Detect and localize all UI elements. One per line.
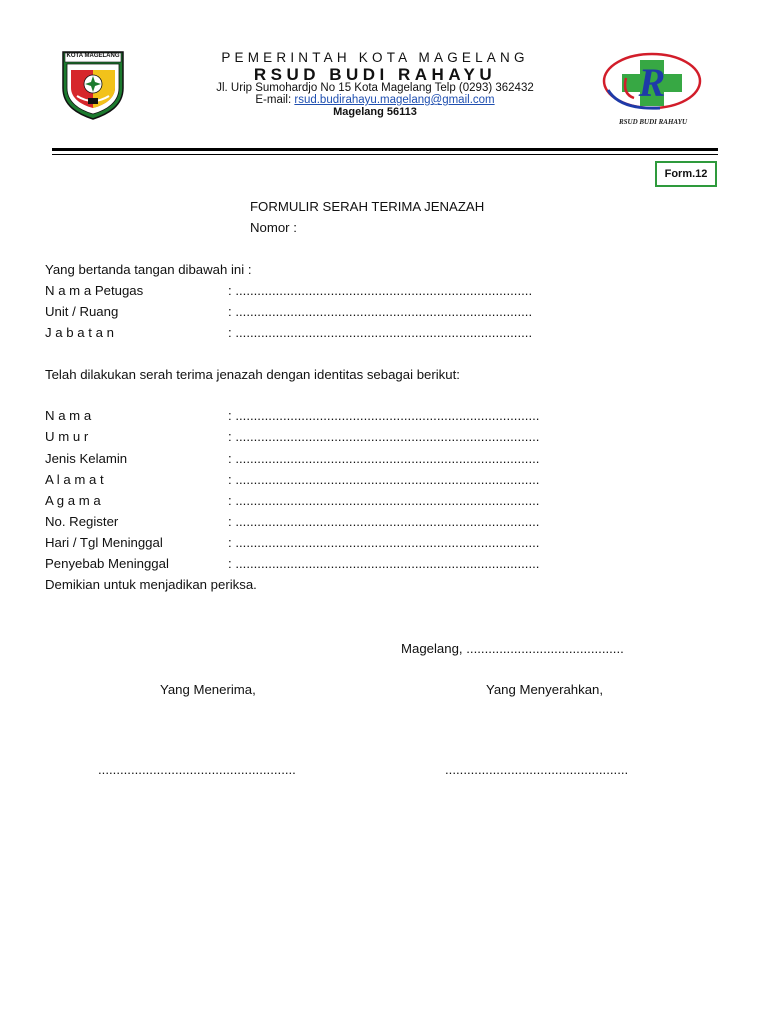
giver-signature-line: .................................................. [445,762,629,777]
header-rule-thick [52,148,718,151]
field-label-unit-ruang: Unit / Ruang [45,304,119,319]
email-link[interactable]: rsud.budirahayu.magelang@gmail.com [294,94,495,106]
field-label-no-register: No. Register [45,514,119,529]
field-label-jenis-kelamin: Jenis Kelamin [45,451,128,466]
field-label-hari-tgl-meninggal: Hari / Tgl Meninggal [45,535,163,550]
form-number: Nomor : [250,220,297,235]
header-rule-thin [52,154,718,155]
field-label-alamat: A l a m a t [45,472,104,487]
receiver-label: Yang Menerima, [160,682,256,697]
field-label-nama: N a m a [45,408,92,423]
giver-label: Yang Menyerahkan, [486,682,604,697]
field-value-nama-petugas: : ................................................................................. [228,283,533,298]
rsud-budi-rahayu-logo [600,48,706,120]
field-label-jabatan: J a b a t a n [45,325,114,340]
hospital-address: Jl. Urip Sumohardjo No 15 Kota Magelang Telp (0293) 362432 [216,82,534,94]
hospital-email-line [150,94,600,106]
form-code-badge: Form.12 [655,161,717,187]
government-name: PEMERINTAH KOTA MAGELANG [221,50,529,65]
field-value-umur: : ................................................................................... [228,429,540,444]
email-label: E-mail: [255,94,295,106]
field-label-penyebab-meninggal: Penyebab Meninggal [45,556,169,571]
intro-text: Yang bertanda tangan dibawah ini : [45,262,252,277]
place-date: Magelang, ........................................... [401,641,624,656]
svg-text:R: R [638,60,666,105]
right-logo-caption: RSUD BUDI RAHAYU [618,118,688,126]
form-title: FORMULIR SERAH TERIMA JENAZAH [250,199,485,214]
hospital-name: RSUD BUDI RAHAYU [253,65,497,84]
kota-magelang-logo [60,50,126,120]
field-value-nama: : ................................................................................... [228,408,540,423]
field-label-agama: A g a m a [45,493,101,508]
field-value-unit-ruang: : ................................................................................. [228,304,533,319]
field-label-umur: U m u r [45,429,89,444]
field-value-alamat: : ................................................................................... [228,472,540,487]
left-logo-text: KOTA MAGELANG [66,53,120,59]
field-value-no-register: : ................................................................................... [228,514,540,529]
field-value-jenis-kelamin: : ................................................................................... [228,451,540,466]
statement-text: Telah dilakukan serah terima jenazah dengan identitas sebagai berikut: [45,367,460,382]
field-value-agama: : ................................................................................... [228,493,540,508]
receiver-signature-line: ...................................................... [98,762,296,777]
field-label-nama-petugas: N a m a Petugas [45,283,144,298]
hospital-city: Magelang 56113 [333,106,417,118]
field-value-penyebab-meninggal: : ................................................................................... [228,556,540,571]
closing-text: Demikian untuk menjadikan periksa. [45,577,257,592]
field-value-jabatan: : ................................................................................. [228,325,533,340]
field-value-hari-tgl-meninggal: : ................................................................................... [228,535,540,550]
